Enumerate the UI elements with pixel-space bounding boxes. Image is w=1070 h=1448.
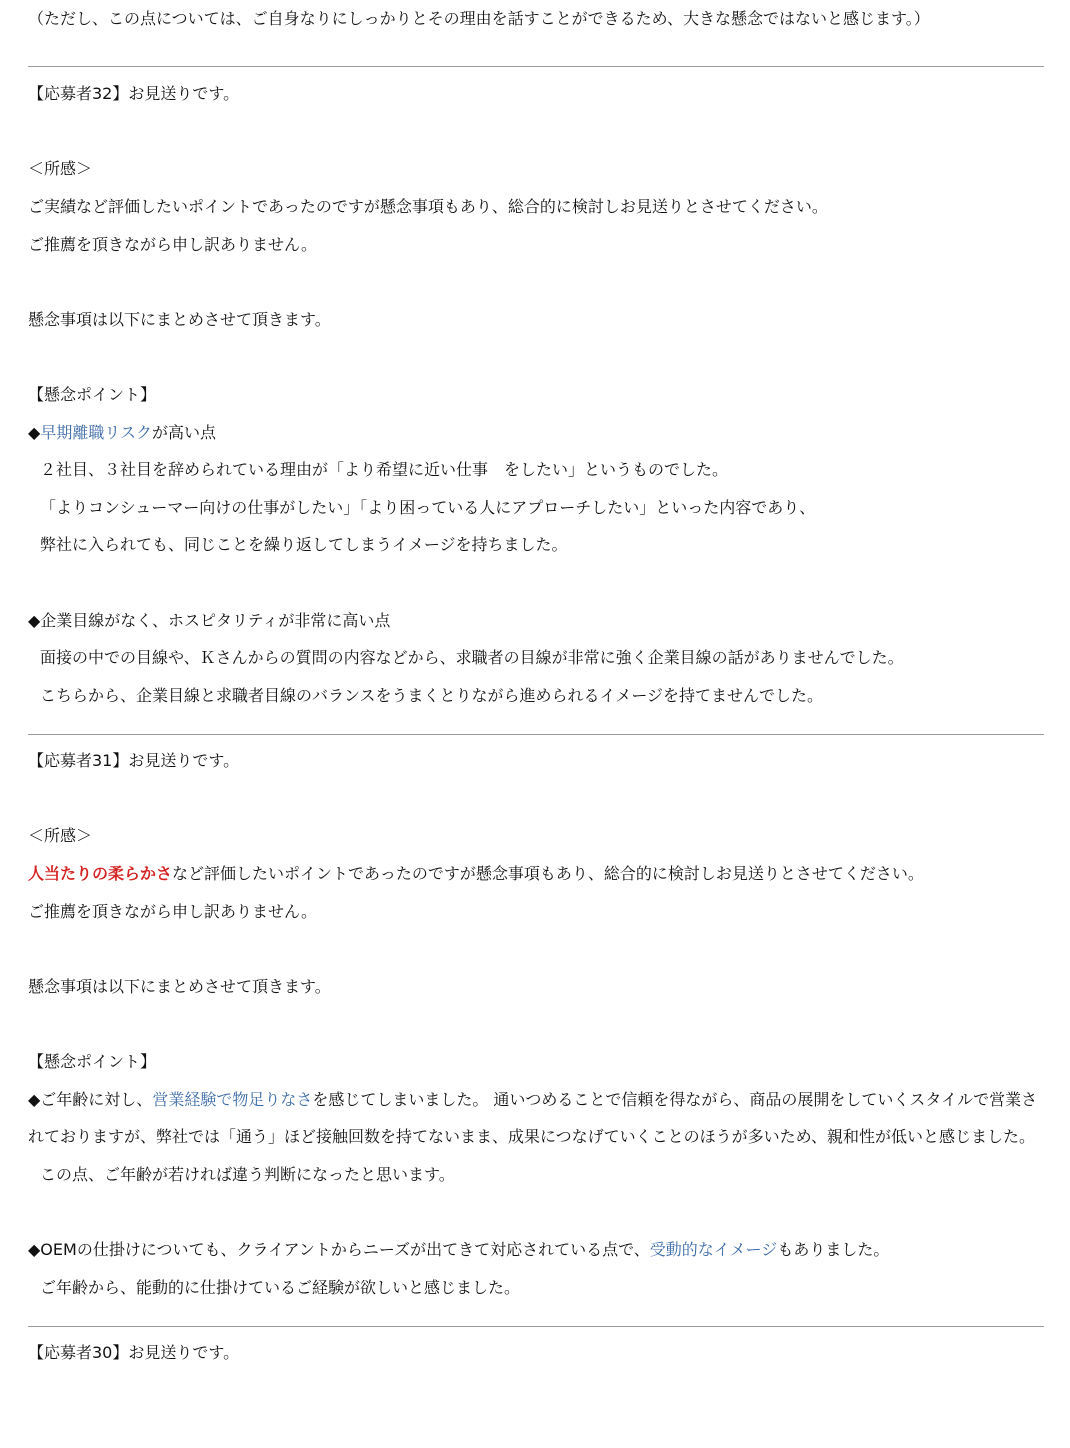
concern-rest: もありました。 bbox=[777, 1240, 890, 1259]
applicant-31-title: 【応募者31】お見送りです。 bbox=[28, 751, 240, 771]
impression-header: ＜所感＞ bbox=[28, 826, 93, 846]
top-note: （ただし、この点については、ご自身なりにしっかりとその理由を話すことができるため、大きな懸念ではないと感じます。） bbox=[28, 9, 930, 28]
concern-rest: を感じてしまいました。 通いつめることで信頼を得ながら、商品の展開をしていくスタイルで営業されておりますが、弊社では「通う」ほど接触回数を持てないまま、成果につなげていくことのほうが多いため、親和性が低いと感じました。 bbox=[28, 1089, 1038, 1147]
concerns-header: 【懸念ポイント】 bbox=[28, 384, 157, 404]
concern-detail: 「よりコンシューマー向けの仕事がしたい」「より困っている人にアプローチしたい」といった内容であり、 bbox=[40, 497, 816, 517]
concerns-header: 【懸念ポイント】 bbox=[28, 1052, 157, 1072]
concerns-intro: 懸念事項は以下にまとめさせて頂きます。 bbox=[28, 976, 331, 996]
concern-prefix: ◆OEMの仕掛けについても、クライアントからニーズが出てきて対応されている点で、 bbox=[28, 1240, 650, 1259]
impression-header: ＜所感＞ bbox=[28, 159, 93, 179]
impression-text: ご実績など評価したいポイントであったのですが懸念事項もあり、総合的に検討しお見送りとさせてください。 bbox=[28, 196, 828, 216]
highlight-text: 早期離職リスク bbox=[40, 422, 152, 442]
impression-rest: など評価したいポイントであったのですが懸念事項もあり、総合的に検討しお見送りとさせてください。 bbox=[172, 864, 924, 884]
concern-detail: ご年齢から、能動的に仕掛けているご経験が欲しいと感じました。 bbox=[40, 1277, 521, 1297]
impression-text bbox=[28, 855, 1044, 893]
concern-detail: ２社目、３社目を辞められている理由が「より希望に近い仕事 をしたい」というものでした。 bbox=[40, 460, 729, 480]
apology-text: ご推薦を頂きながら申し訳ありません。 bbox=[28, 234, 317, 254]
section-divider bbox=[28, 38, 1044, 76]
section-divider bbox=[28, 714, 1044, 742]
highlight-text: 受動的なイメージ bbox=[649, 1240, 778, 1259]
concerns-intro: 懸念事項は以下にまとめさせて頂きます。 bbox=[28, 309, 331, 329]
document-body bbox=[28, 0, 1044, 1372]
concern-point-rest: が高い点 bbox=[152, 422, 217, 442]
applicant-30-title: 【応募者30】お見送りです。 bbox=[28, 1343, 240, 1363]
concern-detail: こちらから、企業目線と求職者目線のバランスをうまくとりながら進められるイメージを持てませんでした。 bbox=[40, 685, 824, 705]
apology-text: ご推薦を頂きながら申し訳ありません。 bbox=[28, 901, 317, 921]
bullet: ◆ bbox=[28, 422, 41, 442]
concern-point-title bbox=[28, 414, 1044, 452]
concern-prefix: ◆ご年齢に対し、 bbox=[28, 1089, 153, 1109]
concern-point-title: ◆企業目線がなく、ホスピタリティが非常に高い点 bbox=[28, 610, 391, 630]
section-divider bbox=[28, 1306, 1044, 1334]
highlight-text: 人当たりの柔らかさ bbox=[28, 864, 173, 884]
concern-detail: 面接の中での目線や、Ｋさんからの質問の内容などから、求職者の目線が非常に強く企業目線の話がありませんでした。 bbox=[40, 648, 904, 668]
concern-point-title bbox=[28, 1231, 1044, 1269]
highlight-text: 営業経験で物足りなさ bbox=[152, 1089, 313, 1109]
concern-detail: 弊社に入られても、同じことを繰り返してしまうイメージを持ちました。 bbox=[40, 535, 568, 555]
concern-paragraph bbox=[28, 1081, 1044, 1156]
applicant-32-title: 【応募者32】お見送りです。 bbox=[28, 84, 240, 104]
concern-detail: この点、ご年齢が若ければ違う判断になったと思います。 bbox=[40, 1164, 455, 1184]
